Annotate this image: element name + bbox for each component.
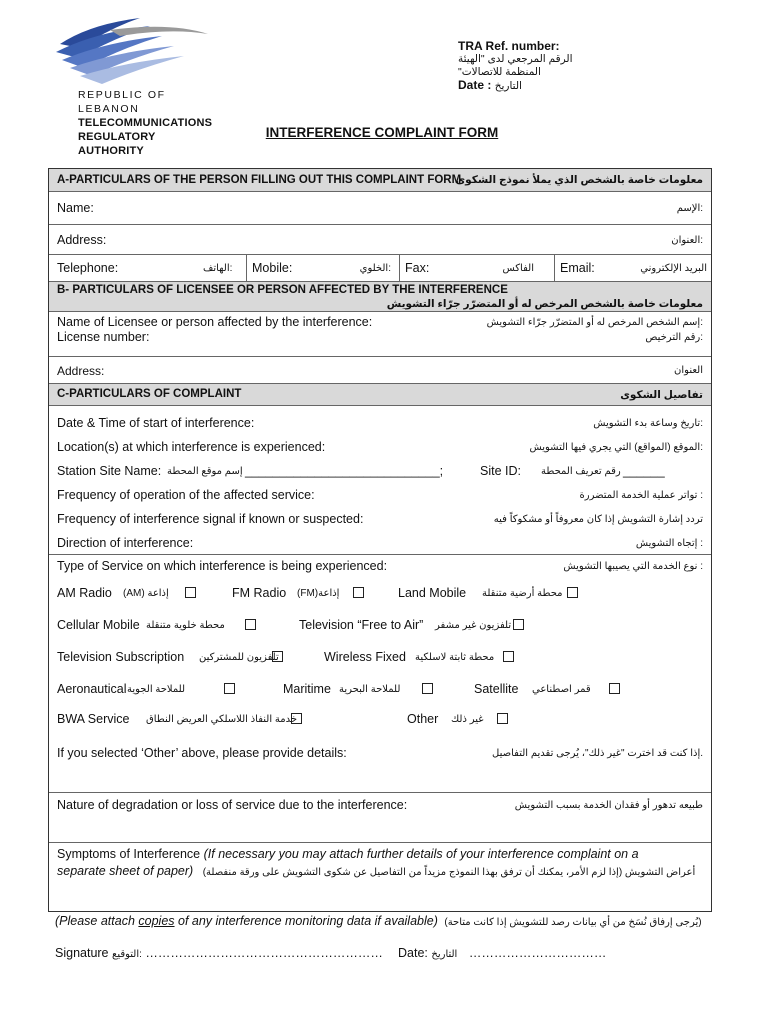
site-id-label-ar: رقم تعريف المحطة bbox=[541, 466, 621, 477]
aeronautical-label: Aeronautical bbox=[57, 682, 127, 696]
datetime-label: Date & Time of start of interference: bbox=[57, 416, 255, 430]
authority-line-3: REGULATORY AUTHORITY bbox=[78, 131, 156, 157]
authority-line-2: TELECOMMUNICATIONS bbox=[78, 117, 213, 129]
satellite-checkbox[interactable] bbox=[609, 683, 620, 694]
station-name-field[interactable]: ____________________________; bbox=[245, 464, 444, 478]
signature-label: Signature bbox=[55, 946, 109, 960]
symptoms-note-2: separate sheet of paper) bbox=[57, 864, 194, 878]
footer-date-label: Date: bbox=[398, 946, 428, 960]
attach-note-ar: (يُرجى إرفاق نُسَخ من أي بيانات رصد للتشويش إذا كانت متاحة) bbox=[444, 917, 702, 928]
bwa-service-label-ar: خدمة النفاذ اللاسلكي العريض النطاق bbox=[146, 714, 298, 725]
fax-cell[interactable] bbox=[399, 255, 554, 281]
name-label: Name: bbox=[57, 201, 94, 215]
bwa-service-label: BWA Service bbox=[57, 712, 130, 726]
service-type-label: Type of Service on which interference is being experienced: bbox=[57, 559, 388, 573]
locations-label: Location(s) at which interference is experienced: bbox=[57, 440, 326, 454]
tra-logo-swoosh-icon bbox=[50, 14, 210, 94]
other-checkbox[interactable] bbox=[497, 713, 508, 724]
authority-name bbox=[78, 88, 220, 158]
licensee-label-ar: :إسم الشخص المرخص له أو المتضرّر جرّاء التشويش bbox=[486, 317, 703, 328]
symptoms-label-line-2 bbox=[57, 864, 695, 878]
footer-date-label-ar: التاريخ bbox=[431, 949, 458, 960]
attach-note-post: of any interference monitoring data if available) bbox=[174, 914, 438, 928]
footer-date-field[interactable]: …………………………… bbox=[468, 946, 607, 960]
symptoms-row[interactable] bbox=[49, 843, 711, 911]
ref-number-label: TRA Ref. number: bbox=[458, 39, 560, 53]
form-title: INTERFERENCE COMPLAINT FORM bbox=[265, 125, 499, 140]
fm-radio-label: FM Radio bbox=[232, 586, 287, 600]
wireless-fixed-label: Wireless Fixed bbox=[324, 650, 406, 664]
licensee-row[interactable] bbox=[49, 312, 711, 357]
ref-number-label-ar-1: الرقم المرجعي لدى "الهيئة bbox=[458, 53, 573, 65]
signature-label-ar: :التوقيع bbox=[112, 949, 142, 960]
section-a-header bbox=[49, 169, 711, 192]
email-label: Email: bbox=[560, 261, 595, 275]
name-row[interactable] bbox=[49, 192, 711, 225]
section-c-header bbox=[49, 384, 711, 406]
complaint-details bbox=[49, 406, 711, 793]
address-label: Address: bbox=[57, 233, 107, 247]
licensee-address-label: Address: bbox=[57, 364, 105, 378]
nature-label-ar: طبيعه تدهور أو فقدان الخدمة بسبب التشويش bbox=[514, 800, 703, 811]
section-c-title-ar: تفاصيل الشكوى bbox=[620, 389, 703, 401]
maritime-label-ar: للملاحة البحرية bbox=[339, 684, 401, 695]
mobile-label-ar: :الخلوي bbox=[359, 263, 391, 274]
nature-row[interactable] bbox=[49, 793, 711, 843]
license-number-label-ar: :رقم الترخيص bbox=[645, 332, 703, 343]
complaint-form bbox=[48, 168, 712, 912]
direction-label-ar: : إتجاه التشويش bbox=[635, 538, 703, 549]
satellite-label: Satellite bbox=[474, 682, 519, 696]
datetime-label-ar: :تاريخ وساعة بدء التشويش bbox=[593, 418, 703, 429]
freq-affected-label-ar: : تواتر عملية الخدمة المتضررة bbox=[579, 490, 703, 501]
attach-note bbox=[55, 914, 702, 928]
symptoms-label-line bbox=[57, 847, 639, 861]
reference-block bbox=[458, 40, 573, 93]
freq-affected-label: Frequency of operation of the affected service: bbox=[57, 488, 315, 502]
section-b-title: B- PARTICULARS OF LICENSEE OR PERSON AFFECTED BY THE INTERFERENCE bbox=[57, 284, 508, 296]
other-details-label: If you selected ‘Other’ above, please provide details: bbox=[57, 746, 347, 760]
tv-subscription-checkbox[interactable] bbox=[272, 651, 283, 662]
nature-label: Nature of degradation or loss of service due to the interference: bbox=[57, 798, 408, 812]
freq-signal-label-ar: تردد إشارة التشويش إذا كان معروفاً أو مشكوكاً فيه bbox=[493, 514, 703, 525]
signature-field[interactable]: ………………………………………………… bbox=[145, 946, 383, 960]
maritime-checkbox[interactable] bbox=[422, 683, 433, 694]
service-divider bbox=[49, 554, 711, 555]
attach-note-pre: (Please attach bbox=[55, 914, 139, 928]
tv-free-label-ar: تلفزيون غير مشفر bbox=[435, 620, 512, 631]
section-c-title: C-PARTICULARS OF COMPLAINT bbox=[57, 388, 242, 400]
symptoms-note: (If necessary you may attach further details of your interference complaint on a bbox=[203, 847, 639, 861]
service-type-label-ar: : نوع الخدمة التي يصيبها التشويش bbox=[563, 561, 703, 572]
ref-number-label-ar-2: المنظمة للاتصالات" bbox=[458, 66, 541, 78]
licensee-address-row[interactable] bbox=[49, 357, 711, 384]
land-mobile-label-ar: محطة أرضية متنقلة bbox=[482, 588, 563, 599]
cellular-mobile-checkbox[interactable] bbox=[245, 619, 256, 630]
date-label-ar: التاريخ bbox=[494, 80, 522, 92]
station-label-ar: إسم موقع المحطة bbox=[167, 466, 243, 477]
licensee-address-label-ar: العنوان bbox=[674, 365, 703, 376]
direction-label: Direction of interference: bbox=[57, 536, 194, 550]
aeronautical-checkbox[interactable] bbox=[224, 683, 235, 694]
email-cell[interactable] bbox=[554, 255, 713, 281]
cellular-mobile-label-ar: محطة خلوية متنقلة bbox=[146, 620, 225, 631]
tv-free-label: Television “Free to Air” bbox=[299, 618, 424, 632]
licensee-label: Name of Licensee or person affected by the interference: bbox=[57, 315, 373, 329]
mobile-cell[interactable] bbox=[246, 255, 399, 281]
am-radio-checkbox[interactable] bbox=[185, 587, 196, 598]
maritime-label: Maritime bbox=[283, 682, 331, 696]
authority-line-1: REPUBLIC OF LEBANON bbox=[78, 89, 166, 115]
address-label-ar: :العنوان bbox=[671, 235, 703, 246]
section-a-title: A-PARTICULARS OF THE PERSON FILLING OUT THIS COMPLAINT FORM bbox=[57, 174, 462, 186]
land-mobile-label: Land Mobile bbox=[398, 586, 467, 600]
section-a-title-ar: معلومات خاصة بالشخص الذي يملأ نموذج الشكوى bbox=[455, 174, 703, 186]
telephone-label-ar: :الهاتف bbox=[203, 263, 233, 274]
section-b-header bbox=[49, 282, 711, 312]
am-radio-label-ar: إذاعة (AM) bbox=[123, 588, 169, 599]
tv-subscription-label: Television Subscription bbox=[57, 650, 185, 664]
fm-radio-label-ar: إذاعة(FM) bbox=[297, 588, 340, 599]
other-details-label-ar: .إذا كنت قد اخترت "غير ذلك"، يُرجى تقديم التفاصيل bbox=[492, 748, 703, 759]
cellular-mobile-label: Cellular Mobile bbox=[57, 618, 140, 632]
tra-logo bbox=[50, 14, 220, 157]
other-label-ar: غير ذلك bbox=[451, 714, 484, 725]
footer-date-line[interactable] bbox=[398, 946, 606, 960]
fax-label: Fax: bbox=[405, 261, 430, 275]
tv-subscription-label-ar: تلفزيون للمشتركين bbox=[199, 652, 279, 663]
symptoms-label: Symptoms of Interference bbox=[57, 847, 201, 861]
tv-free-checkbox[interactable] bbox=[513, 619, 524, 630]
section-b-title-ar: معلومات خاصة بالشخص المرخص له أو المتضرّر جرّاء التشويش bbox=[386, 298, 703, 310]
other-label: Other bbox=[407, 712, 439, 726]
aeronautical-label-ar: للملاحة الجوية bbox=[127, 684, 186, 695]
date-label: Date : bbox=[458, 78, 492, 92]
telephone-label: Telephone: bbox=[57, 261, 119, 275]
land-mobile-checkbox[interactable] bbox=[567, 587, 578, 598]
mobile-label: Mobile: bbox=[252, 261, 293, 275]
station-label: Station Site Name: bbox=[57, 464, 162, 478]
am-radio-label: AM Radio bbox=[57, 586, 112, 600]
fax-label-ar: الفاكس bbox=[502, 263, 534, 274]
email-label-ar: البريد الإلكتروني bbox=[640, 263, 707, 274]
freq-signal-label: Frequency of interference signal if known or suspected: bbox=[57, 512, 364, 526]
signature-line[interactable] bbox=[55, 946, 383, 960]
bwa-service-checkbox[interactable] bbox=[291, 713, 302, 724]
fm-radio-checkbox[interactable] bbox=[353, 587, 364, 598]
wireless-fixed-label-ar: محطة ثابتة لاسلكية bbox=[415, 652, 495, 663]
contact-row bbox=[49, 255, 711, 282]
site-id-field[interactable]: ______ bbox=[623, 464, 665, 478]
symptoms-label-ar: أعراض التشويش (إذا لزم الأمر، يمكنك أن ترفق بهذا النموذج مزيداً من التفاصيل عن شكوى التشويش على ورقة منفصلة) bbox=[202, 867, 696, 878]
license-number-label: License number: bbox=[57, 330, 150, 344]
wireless-fixed-checkbox[interactable] bbox=[503, 651, 514, 662]
satellite-label-ar: قمر اصطناعي bbox=[532, 684, 591, 695]
name-label-ar: :الإسم bbox=[676, 203, 703, 214]
address-row[interactable] bbox=[49, 225, 711, 255]
site-id-label: Site ID: bbox=[480, 464, 521, 478]
locations-label-ar: :الموقع (المواقع) التي يجري فيها التشويش bbox=[529, 442, 703, 453]
attach-note-copies: copies bbox=[138, 914, 175, 928]
